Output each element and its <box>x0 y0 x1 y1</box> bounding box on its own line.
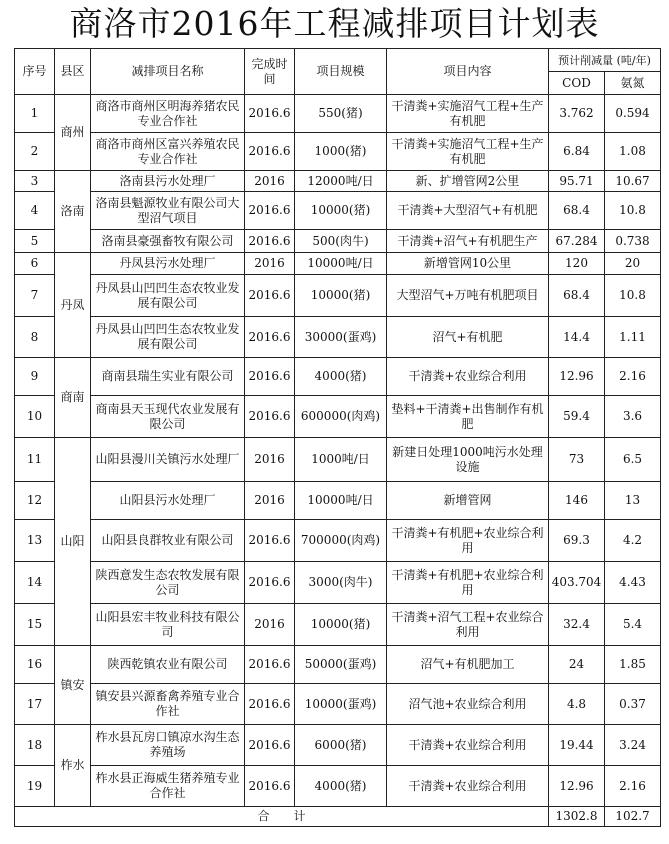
row-scale: 50000(蛋鸡) <box>295 646 387 684</box>
row-ammonia: 0.37 <box>605 684 661 725</box>
row-ammonia: 4.43 <box>605 562 661 604</box>
row-completion-time: 2016 <box>245 482 295 520</box>
table-body <box>15 95 661 807</box>
row-project-name: 山阳县漫川关镇污水处理厂 <box>91 438 245 482</box>
row-project-name: 商洛市商州区明海养猪农民专业合作社 <box>91 95 245 133</box>
row-ammonia: 0.738 <box>605 230 661 253</box>
row-county: 镇安 <box>55 646 91 725</box>
row-project-name: 商南县天玉现代农业发展有限公司 <box>91 396 245 438</box>
total-label: 合 计 <box>15 807 549 827</box>
row-seq: 16 <box>15 646 55 684</box>
row-project-name: 丹凤县山凹凹生态农牧业发展有限公司 <box>91 275 245 317</box>
header-cod: COD <box>549 72 605 95</box>
row-content: 沼气+有机肥 <box>387 317 549 358</box>
table-row <box>15 396 661 438</box>
table-row <box>15 604 661 646</box>
row-project-name: 柞水县瓦房口镇凉水沟生态养殖场 <box>91 725 245 766</box>
row-county: 洛南 <box>55 171 91 253</box>
row-scale: 10000(猪) <box>295 192 387 230</box>
row-content: 干清粪+沼气工程+农业综合利用 <box>387 604 549 646</box>
row-seq: 13 <box>15 520 55 562</box>
row-scale: 10000吨/日 <box>295 482 387 520</box>
header-row <box>15 49 661 72</box>
row-ammonia: 5.4 <box>605 604 661 646</box>
row-scale: 550(猪) <box>295 95 387 133</box>
header-content: 项目内容 <box>387 49 549 95</box>
row-scale: 600000(肉鸡) <box>295 396 387 438</box>
row-project-name: 丹凤县污水处理厂 <box>91 253 245 275</box>
row-cod: 67.284 <box>549 230 605 253</box>
table-row <box>15 684 661 725</box>
row-cod: 146 <box>549 482 605 520</box>
row-cod: 4.8 <box>549 684 605 725</box>
header-ammonia: 氨氮 <box>605 72 661 95</box>
row-scale: 30000(蛋鸡) <box>295 317 387 358</box>
table-row <box>15 520 661 562</box>
table-row <box>15 646 661 684</box>
row-content: 新增管网 <box>387 482 549 520</box>
row-seq: 11 <box>15 438 55 482</box>
row-completion-time: 2016.6 <box>245 396 295 438</box>
row-seq: 18 <box>15 725 55 766</box>
row-ammonia: 1.11 <box>605 317 661 358</box>
row-cod: 59.4 <box>549 396 605 438</box>
row-seq: 10 <box>15 396 55 438</box>
row-completion-time: 2016.6 <box>245 766 295 807</box>
row-seq: 2 <box>15 133 55 171</box>
row-scale: 3000(肉牛) <box>295 562 387 604</box>
row-content: 沼气池+农业综合利用 <box>387 684 549 725</box>
row-project-name: 丹凤县山凹凹生态农牧业发展有限公司 <box>91 317 245 358</box>
row-completion-time: 2016.6 <box>245 520 295 562</box>
row-cod: 19.44 <box>549 725 605 766</box>
row-seq: 15 <box>15 604 55 646</box>
row-project-name: 镇安县兴源畜禽养殖专业合作社 <box>91 684 245 725</box>
row-cod: 95.71 <box>549 171 605 192</box>
table-row <box>15 192 661 230</box>
row-scale: 700000(肉鸡) <box>295 520 387 562</box>
header-project-name: 减排项目名称 <box>91 49 245 95</box>
table-row <box>15 438 661 482</box>
row-completion-time: 2016 <box>245 253 295 275</box>
row-completion-time: 2016.6 <box>245 317 295 358</box>
row-content: 干清粪+大型沼气+有机肥 <box>387 192 549 230</box>
row-ammonia: 1.85 <box>605 646 661 684</box>
row-seq: 12 <box>15 482 55 520</box>
row-cod: 68.4 <box>549 275 605 317</box>
row-seq: 3 <box>15 171 55 192</box>
table-row <box>15 253 661 275</box>
row-project-name: 山阳县宏丰牧业科技有限公司 <box>91 604 245 646</box>
row-content: 干清粪+有机肥+农业综合利用 <box>387 562 549 604</box>
row-project-name: 商洛市商州区富兴养殖农民专业合作社 <box>91 133 245 171</box>
row-ammonia: 10.67 <box>605 171 661 192</box>
row-seq: 4 <box>15 192 55 230</box>
table-row <box>15 562 661 604</box>
row-project-name: 洛南县魁源牧业有限公司大型沼气项目 <box>91 192 245 230</box>
row-ammonia: 3.24 <box>605 725 661 766</box>
table-row <box>15 95 661 133</box>
row-cod: 68.4 <box>549 192 605 230</box>
row-cod: 24 <box>549 646 605 684</box>
page-title: 商洛市2016年工程减排项目计划表 <box>69 4 600 43</box>
row-ammonia: 0.594 <box>605 95 661 133</box>
row-seq: 1 <box>15 95 55 133</box>
row-scale: 10000吨/日 <box>295 253 387 275</box>
row-project-name: 商南县瑞生实业有限公司 <box>91 358 245 396</box>
row-ammonia: 3.6 <box>605 396 661 438</box>
row-county: 山阳 <box>55 438 91 646</box>
row-seq: 8 <box>15 317 55 358</box>
row-content: 沼气+有机肥加工 <box>387 646 549 684</box>
row-project-name: 陕西乾镇农业有限公司 <box>91 646 245 684</box>
row-content: 干清粪+农业综合利用 <box>387 725 549 766</box>
row-scale: 1000吨/日 <box>295 438 387 482</box>
row-cod: 3.762 <box>549 95 605 133</box>
row-seq: 9 <box>15 358 55 396</box>
header-seq: 序号 <box>15 49 55 95</box>
row-scale: 500(肉牛) <box>295 230 387 253</box>
row-cod: 32.4 <box>549 604 605 646</box>
row-ammonia: 20 <box>605 253 661 275</box>
row-content: 干清粪+有机肥+农业综合利用 <box>387 520 549 562</box>
table-row <box>15 171 661 192</box>
row-completion-time: 2016.6 <box>245 192 295 230</box>
total-ammonia: 102.7 <box>605 807 661 827</box>
row-content: 新建日处理1000吨污水处理设施 <box>387 438 549 482</box>
row-completion-time: 2016.6 <box>245 646 295 684</box>
row-project-name: 洛南县污水处理厂 <box>91 171 245 192</box>
header-county: 县区 <box>55 49 91 95</box>
row-cod: 403.704 <box>549 562 605 604</box>
row-seq: 7 <box>15 275 55 317</box>
row-cod: 12.96 <box>549 358 605 396</box>
row-scale: 6000(猪) <box>295 725 387 766</box>
row-content: 垫料+干清粪+出售制作有机肥 <box>387 396 549 438</box>
row-cod: 69.3 <box>549 520 605 562</box>
row-content: 干清粪+农业综合利用 <box>387 766 549 807</box>
table-row <box>15 482 661 520</box>
table-row <box>15 275 661 317</box>
row-county: 商南 <box>55 358 91 438</box>
header-reduction: 预计削减量 (吨/年) <box>549 49 661 72</box>
row-completion-time: 2016 <box>245 604 295 646</box>
row-cod: 12.96 <box>549 766 605 807</box>
row-ammonia: 2.16 <box>605 358 661 396</box>
row-cod: 73 <box>549 438 605 482</box>
table-row <box>15 766 661 807</box>
row-ammonia: 10.8 <box>605 275 661 317</box>
row-seq: 19 <box>15 766 55 807</box>
row-completion-time: 2016 <box>245 438 295 482</box>
row-project-name: 柞水县正海威生猪养殖专业合作社 <box>91 766 245 807</box>
row-completion-time: 2016 <box>245 171 295 192</box>
row-content: 大型沼气+万吨有机肥项目 <box>387 275 549 317</box>
row-scale: 4000(猪) <box>295 766 387 807</box>
row-county: 丹凤 <box>55 253 91 358</box>
row-content: 干清粪+实施沼气工程+生产有机肥 <box>387 133 549 171</box>
row-county: 商州 <box>55 95 91 171</box>
row-scale: 4000(猪) <box>295 358 387 396</box>
row-seq: 5 <box>15 230 55 253</box>
row-ammonia: 2.16 <box>605 766 661 807</box>
row-county: 柞水 <box>55 725 91 807</box>
row-project-name: 山阳县污水处理厂 <box>91 482 245 520</box>
row-content: 干清粪+农业综合利用 <box>387 358 549 396</box>
row-project-name: 陕西意发生态农牧发展有限公司 <box>91 562 245 604</box>
row-scale: 10000(猪) <box>295 604 387 646</box>
row-seq: 14 <box>15 562 55 604</box>
row-ammonia: 13 <box>605 482 661 520</box>
total-cod: 1302.8 <box>549 807 605 827</box>
header-scale: 项目规模 <box>295 49 387 95</box>
row-completion-time: 2016.6 <box>245 725 295 766</box>
row-cod: 6.84 <box>549 133 605 171</box>
row-completion-time: 2016.6 <box>245 562 295 604</box>
row-scale: 10000(猪) <box>295 275 387 317</box>
row-cod: 120 <box>549 253 605 275</box>
row-scale: 12000吨/日 <box>295 171 387 192</box>
header-completion-time: 完成时间 <box>245 49 295 95</box>
row-scale: 1000(猪) <box>295 133 387 171</box>
row-ammonia: 6.5 <box>605 438 661 482</box>
row-content: 新增管网10公里 <box>387 253 549 275</box>
row-completion-time: 2016.6 <box>245 275 295 317</box>
row-completion-time: 2016.6 <box>245 684 295 725</box>
row-ammonia: 10.8 <box>605 192 661 230</box>
row-scale: 10000(蛋鸡) <box>295 684 387 725</box>
table-row <box>15 230 661 253</box>
row-completion-time: 2016.6 <box>245 358 295 396</box>
row-cod: 14.4 <box>549 317 605 358</box>
row-completion-time: 2016.6 <box>245 230 295 253</box>
row-project-name: 山阳县良群牧业有限公司 <box>91 520 245 562</box>
row-completion-time: 2016.6 <box>245 95 295 133</box>
row-ammonia: 4.2 <box>605 520 661 562</box>
row-seq: 6 <box>15 253 55 275</box>
row-seq: 17 <box>15 684 55 725</box>
table-row <box>15 133 661 171</box>
row-completion-time: 2016.6 <box>245 133 295 171</box>
row-project-name: 洛南县豪强畜牧有限公司 <box>91 230 245 253</box>
reduction-plan-table <box>14 48 661 827</box>
table-row <box>15 317 661 358</box>
row-ammonia: 1.08 <box>605 133 661 171</box>
table-row <box>15 725 661 766</box>
total-row <box>15 807 661 827</box>
table-row <box>15 358 661 396</box>
row-content: 干清粪+沼气+有机肥生产 <box>387 230 549 253</box>
row-content: 新、扩增管网2公里 <box>387 171 549 192</box>
row-content: 干清粪+实施沼气工程+生产有机肥 <box>387 95 549 133</box>
